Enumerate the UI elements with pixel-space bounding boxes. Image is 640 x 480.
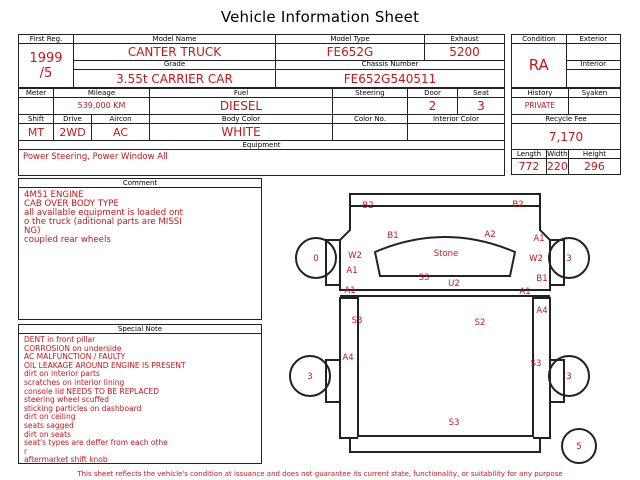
comment-line: 4M51 ENGINE bbox=[24, 190, 84, 200]
steering-label: Steering bbox=[333, 89, 408, 98]
mileage-label: Mileage bbox=[54, 89, 150, 98]
cab-outline bbox=[340, 206, 550, 290]
tire-rr-grade: 3 bbox=[566, 372, 572, 382]
comment-lines bbox=[19, 188, 261, 245]
history-table bbox=[511, 88, 621, 175]
seat-label: Seat bbox=[458, 89, 505, 98]
note-line: console lid NEEDS TO BE REPLACED bbox=[24, 386, 160, 396]
length-label: Length bbox=[512, 150, 547, 159]
exterior-label: Exterior bbox=[566, 35, 620, 44]
mark-a1-bottom-left: A1 bbox=[344, 286, 356, 296]
comment-box bbox=[18, 178, 262, 320]
note-line: sticking particles on dashboard bbox=[24, 403, 142, 413]
meter-label: Meter bbox=[19, 89, 54, 98]
model-name-label: Model Name bbox=[74, 35, 276, 44]
note-line: AC MALFUNCTION / FAULTY bbox=[24, 352, 126, 362]
condition-value: RA bbox=[512, 44, 567, 88]
mark-w2-left: W2 bbox=[348, 251, 362, 261]
comment-line: coupled rear wheels bbox=[24, 235, 111, 245]
recycle-value: 7,170 bbox=[512, 124, 621, 150]
grade-label: Grade bbox=[74, 60, 276, 70]
cargo-bed-outline bbox=[358, 296, 533, 436]
door-label: Door bbox=[408, 89, 458, 98]
mark-a1-bottom-right: A1 bbox=[519, 287, 531, 297]
interior-label: Interior bbox=[566, 60, 620, 70]
sheet-title: Vehicle Information Sheet bbox=[220, 8, 420, 26]
specs-table bbox=[18, 88, 505, 176]
model-type-label: Model Type bbox=[276, 35, 425, 44]
interior-color-value bbox=[408, 124, 505, 141]
mark-a1-left: A1 bbox=[346, 266, 358, 276]
note-line: OIL LEAKAGE AROUND ENGINE IS PRESENT bbox=[24, 360, 186, 370]
mark-s3-left-side: S3 bbox=[351, 316, 363, 326]
mark-stone: Stone bbox=[433, 249, 459, 259]
mark-s3-cab: S3 bbox=[418, 273, 430, 283]
condition-table bbox=[511, 34, 621, 88]
note-line: r bbox=[24, 446, 28, 456]
note-line: scratches on interior lining bbox=[24, 377, 125, 387]
exhaust-label: Exhaust bbox=[425, 35, 505, 44]
door-value: 2 bbox=[408, 98, 458, 115]
history-value: PRIVATE bbox=[512, 98, 569, 115]
mark-w2-right: W2 bbox=[529, 254, 543, 264]
height-label: Height bbox=[568, 150, 620, 159]
body-color-value: WHITE bbox=[150, 124, 333, 141]
comment-line: o the truck (aditional parts are MISSI bbox=[24, 217, 182, 227]
steering-value bbox=[333, 98, 408, 115]
special-note-label: Special Note bbox=[19, 325, 261, 334]
special-note-box bbox=[18, 324, 262, 464]
special-note-lines bbox=[19, 334, 261, 465]
color-no-value bbox=[333, 124, 408, 141]
comment-line: all available equipment is loaded ont bbox=[24, 208, 184, 218]
drive-label: Drive bbox=[54, 115, 92, 124]
first-reg-month: /5 bbox=[39, 65, 53, 81]
note-line: dirt on ceiling bbox=[24, 412, 76, 422]
length-value: 772 bbox=[512, 159, 547, 175]
condition-label: Condition bbox=[512, 35, 567, 44]
first-reg-label: First Reg. bbox=[19, 35, 74, 44]
disclaimer-footer: This sheet reflects the vehicle's condition at issuance and does not guarantee its current state, functionality, or suitability for any purpose bbox=[77, 470, 563, 478]
exhaust-value: 5200 bbox=[425, 44, 505, 61]
width-label: Width bbox=[547, 149, 568, 158]
mark-s3-right-side: S3 bbox=[530, 359, 542, 369]
seat-value: 3 bbox=[458, 98, 505, 115]
note-line: dirt on interior parts bbox=[24, 369, 100, 379]
note-line: DENT in front pillar bbox=[24, 335, 96, 344]
equipment-value: Power Steering, Power Window All bbox=[19, 150, 505, 176]
width-value: 220 bbox=[546, 160, 568, 173]
history-label: History bbox=[512, 89, 569, 98]
body-color-label: Body Color bbox=[150, 115, 333, 124]
tire-spare-grade: 5 bbox=[576, 442, 582, 452]
fuel-value: DIESEL bbox=[150, 98, 333, 115]
grade-value: 3.55t CARRIER CAR bbox=[74, 70, 276, 88]
shift-label: Shift bbox=[19, 115, 54, 124]
chassis-value: FE652G540511 bbox=[276, 70, 505, 88]
note-line: steering wheel scuffed bbox=[24, 395, 110, 405]
recycle-label: Recycle Fee bbox=[512, 115, 621, 124]
mark-b1-right: B1 bbox=[536, 274, 548, 284]
interior-value bbox=[566, 70, 620, 88]
exterior-value bbox=[566, 44, 620, 61]
chassis-label: Chassis Number bbox=[276, 60, 505, 70]
mark-s3-rear: S3 bbox=[448, 418, 460, 428]
syaken-label: Syaken bbox=[568, 89, 620, 98]
mark-a2: A2 bbox=[484, 230, 496, 240]
shift-value: MT bbox=[19, 124, 54, 141]
fuel-label: Fuel bbox=[150, 89, 333, 98]
rear-bumper-outline bbox=[350, 438, 540, 452]
mark-a4-left: A4 bbox=[342, 353, 354, 363]
mark-s2: S2 bbox=[474, 318, 486, 328]
interior-color-label: Interior Color bbox=[408, 115, 505, 124]
tire-fr-grade: 3 bbox=[566, 254, 572, 264]
model-name-value: CANTER TRUCK bbox=[74, 44, 276, 61]
note-line: aftermarket shift knob bbox=[24, 455, 108, 465]
drive-value: 2WD bbox=[54, 124, 92, 141]
mark-a1-right-top: A1 bbox=[533, 234, 545, 244]
comment-label: Comment bbox=[19, 179, 261, 188]
height-value: 296 bbox=[568, 159, 620, 175]
first-reg-cell bbox=[19, 44, 74, 88]
tire-rl-grade: 3 bbox=[307, 372, 313, 382]
comment-line: CAB OVER BODY TYPE bbox=[24, 199, 119, 209]
mark-b2-right: B2 bbox=[512, 200, 524, 210]
aircon-label: Aircon bbox=[92, 115, 150, 124]
comment-line: NG) bbox=[24, 226, 41, 236]
color-no-label: Color No. bbox=[333, 115, 408, 124]
note-line: CORROSION on underside bbox=[24, 343, 122, 353]
note-line: seat's types are deffer from each othe bbox=[24, 438, 168, 448]
model-type-value: FE652G bbox=[276, 44, 425, 61]
note-line: dirt on seats bbox=[24, 429, 71, 439]
vehicle-diagram bbox=[280, 180, 625, 468]
aircon-value: AC bbox=[92, 124, 150, 141]
header-table bbox=[18, 34, 505, 88]
mark-u2: U2 bbox=[448, 279, 460, 289]
note-line: seats sagged bbox=[24, 420, 74, 430]
mark-a4-right: A4 bbox=[536, 306, 548, 316]
meter-value bbox=[19, 98, 54, 115]
mark-b2-left: B2 bbox=[362, 201, 374, 211]
mark-b1-left: B1 bbox=[387, 231, 399, 241]
mileage-value: 539,000 KM bbox=[54, 98, 150, 115]
tire-fl-grade: 0 bbox=[313, 254, 319, 264]
equipment-label: Equipment bbox=[19, 141, 505, 150]
first-reg-year: 1999 bbox=[29, 50, 63, 66]
syaken-value bbox=[568, 98, 620, 115]
